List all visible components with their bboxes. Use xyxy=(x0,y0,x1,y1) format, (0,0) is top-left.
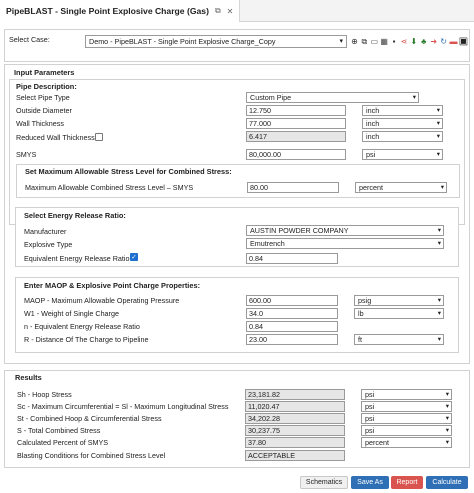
pipe-description-title: Pipe Description: xyxy=(16,82,77,91)
r-unit-select[interactable] xyxy=(354,334,444,345)
maop-title: Enter MAOP & Explosive Point Charge Properties: xyxy=(24,281,201,290)
result-unit-select[interactable] xyxy=(361,401,452,412)
tab-bar xyxy=(0,0,474,22)
blasting-condition-value: ACCEPTABLE xyxy=(245,450,345,461)
result-unit-select[interactable] xyxy=(361,437,452,448)
smys-input[interactable]: 80,000.00 xyxy=(246,149,346,160)
results-panel xyxy=(4,370,470,468)
maop-label: MAOP - Maximum Allowable Operating Pressure xyxy=(24,296,180,305)
n-input[interactable]: 0.84 xyxy=(246,321,338,332)
result-unit: percent xyxy=(365,438,389,447)
w1-unit-select[interactable] xyxy=(354,308,444,319)
pipe-description-section xyxy=(9,79,465,225)
print-icon[interactable]: ▣ xyxy=(458,36,469,47)
energy-ratio-checkbox[interactable]: ✓ xyxy=(131,254,137,261)
chevron-down-icon: ▾ xyxy=(445,439,449,446)
reduced-wall-thickness-checkbox[interactable] xyxy=(95,133,103,141)
result-value: 23,181.82 xyxy=(245,389,345,400)
wall-thickness-label: Wall Thickness xyxy=(16,119,64,128)
chevron-down-icon: ▾ xyxy=(445,427,449,434)
result-unit-select[interactable] xyxy=(361,389,452,400)
report-button[interactable]: Report xyxy=(391,476,423,489)
spreadsheet-icon[interactable]: ▦ xyxy=(380,37,388,46)
footer-actions xyxy=(0,474,474,493)
wall-thickness-unit-select[interactable] xyxy=(362,118,443,129)
energy-ratio-label: Equivalent Energy Release Ratio xyxy=(24,254,130,263)
max-allowable-stress-input[interactable]: 80.00 xyxy=(247,182,339,193)
schematics-button[interactable]: Schematics xyxy=(300,476,348,489)
result-unit: psi xyxy=(365,390,375,399)
export-icon[interactable]: ➜ xyxy=(430,37,438,46)
wall-thickness-input[interactable]: 77.000 xyxy=(246,118,346,129)
share-icon[interactable]: ⋖ xyxy=(400,37,408,46)
w1-label: W1 - Weight of Single Charge xyxy=(24,309,119,318)
r-unit: ft xyxy=(358,335,362,344)
result-label: St - Combined Hoop & Circumferential Stress xyxy=(17,414,162,423)
input-parameters-panel xyxy=(4,64,470,364)
max-allowable-stress-unit-select[interactable] xyxy=(355,182,447,193)
allowable-stress-title: Set Maximum Allowable Stress Level for Combined Stress: xyxy=(25,167,232,176)
chevron-down-icon: ▾ xyxy=(440,184,444,191)
chevron-down-icon: ▾ xyxy=(437,227,441,234)
results-title: Results xyxy=(15,373,42,382)
outside-diameter-input[interactable]: 12.750 xyxy=(246,105,346,116)
pipe-type-select[interactable] xyxy=(246,92,419,103)
download-icon[interactable]: ⬇ xyxy=(410,37,418,46)
result-label: Calculated Percent of SMYS xyxy=(17,438,109,447)
copy-icon[interactable]: ⧉ xyxy=(361,37,368,46)
tree-icon[interactable]: ♣ xyxy=(421,37,427,46)
result-label: Sh - Hoop Stress xyxy=(17,390,72,399)
maop-unit: psig xyxy=(358,296,372,305)
popout-icon[interactable]: ⧉ xyxy=(214,6,221,15)
folder-icon[interactable]: ▬ xyxy=(449,37,458,46)
result-value: 37.80 xyxy=(245,437,345,448)
chevron-down-icon: ▾ xyxy=(436,133,440,140)
result-label: Sc - Maximum Circumferential = Sl - Maximum Longitudinal Stress xyxy=(17,402,229,411)
allowable-stress-section xyxy=(16,164,460,198)
smys-unit: psi xyxy=(366,150,376,159)
energy-ratio-input[interactable]: 0.84 xyxy=(246,253,338,264)
save-as-button[interactable]: Save As xyxy=(351,476,389,489)
max-allowable-stress-unit: percent xyxy=(359,183,383,192)
maop-unit-select[interactable] xyxy=(354,295,444,306)
chevron-down-icon: ▾ xyxy=(445,415,449,422)
max-allowable-stress-label: Maximum Allowable Combined Stress Level – SMYS xyxy=(25,183,194,192)
explosive-type-value: Emutrench xyxy=(250,239,285,248)
chevron-down-icon: ▾ xyxy=(436,107,440,114)
pipe-type-value: Custom Pipe xyxy=(250,93,292,102)
result-value: 34,202.28 xyxy=(245,413,345,424)
document-icon[interactable]: ▭ xyxy=(370,37,379,46)
chevron-down-icon: ▾ xyxy=(437,297,441,304)
result-unit-select[interactable] xyxy=(361,425,452,436)
result-label: Blasting Conditions for Combined Stress Level xyxy=(17,451,166,460)
w1-input[interactable]: 34.0 xyxy=(246,308,338,319)
manufacturer-label: Manufacturer xyxy=(24,227,67,236)
chevron-down-icon: ▾ xyxy=(339,38,343,45)
explosive-type-select[interactable] xyxy=(246,238,444,249)
explosive-type-label: Explosive Type xyxy=(24,240,73,249)
r-label: R - Distance Of The Charge to Pipeline xyxy=(24,335,149,344)
chevron-down-icon: ▾ xyxy=(436,151,440,158)
case-select-value: Demo - PipeBLAST - Single Point Explosive Charge_Copy xyxy=(89,37,276,46)
result-label: S - Total Combined Stress xyxy=(17,426,101,435)
smys-label: SMYS xyxy=(16,150,37,159)
case-toolbar xyxy=(350,34,468,50)
reduced-wall-thickness-label: Reduced Wall Thickness xyxy=(16,133,95,142)
reduced-wall-thickness-input: 6.417 xyxy=(246,131,346,142)
chevron-down-icon: ▾ xyxy=(412,94,416,101)
chevron-down-icon: ▾ xyxy=(437,310,441,317)
add-icon[interactable]: ⊕ xyxy=(351,37,358,46)
delete-icon[interactable]: ▪ xyxy=(392,37,396,46)
r-input[interactable]: 23.00 xyxy=(246,334,338,345)
w1-unit: lb xyxy=(358,309,364,318)
case-select[interactable] xyxy=(85,35,347,48)
result-unit: psi xyxy=(365,402,375,411)
energy-release-section xyxy=(15,207,459,267)
chevron-down-icon: ▾ xyxy=(445,391,449,398)
outside-diameter-unit: inch xyxy=(366,106,380,115)
chevron-down-icon: ▾ xyxy=(437,240,441,247)
input-parameters-title: Input Parameters xyxy=(14,68,75,77)
chevron-down-icon: ▾ xyxy=(445,403,449,410)
wall-thickness-unit: inch xyxy=(366,119,380,128)
result-unit: psi xyxy=(365,414,375,423)
outside-diameter-label: Outside Diameter xyxy=(16,106,72,115)
reduced-wall-thickness-unit: inch xyxy=(366,132,380,141)
outside-diameter-unit-select[interactable] xyxy=(362,105,443,116)
select-case-label: Select Case: xyxy=(9,35,50,44)
manufacturer-value: AUSTIN POWDER COMPANY xyxy=(250,226,349,235)
n-label: n - Equivalent Energy Release Ratio xyxy=(24,322,140,331)
result-unit: psi xyxy=(365,426,375,435)
case-bar xyxy=(4,29,470,62)
refresh-icon[interactable]: ↻ xyxy=(440,37,447,46)
tab-pipeblast[interactable] xyxy=(0,0,240,22)
result-value: 11,020.47 xyxy=(245,401,345,412)
result-unit-select[interactable] xyxy=(361,413,452,424)
calculate-button[interactable]: Calculate xyxy=(426,476,468,489)
maop-input[interactable]: 600.00 xyxy=(246,295,338,306)
close-icon[interactable]: ✕ xyxy=(226,6,234,16)
smys-unit-select[interactable] xyxy=(362,149,443,160)
energy-release-title: Select Energy Release Ratio: xyxy=(24,211,126,220)
chevron-down-icon: ▾ xyxy=(437,336,441,343)
chevron-down-icon: ▾ xyxy=(436,120,440,127)
pipe-type-label: Select Pipe Type xyxy=(16,93,70,102)
result-value: 30,237.75 xyxy=(245,425,345,436)
manufacturer-select[interactable] xyxy=(246,225,444,236)
tab-title: PipeBLAST - Single Point Explosive Charge (Gas) xyxy=(6,6,209,16)
maop-section xyxy=(15,277,459,353)
reduced-wall-thickness-unit-select[interactable] xyxy=(362,131,443,142)
